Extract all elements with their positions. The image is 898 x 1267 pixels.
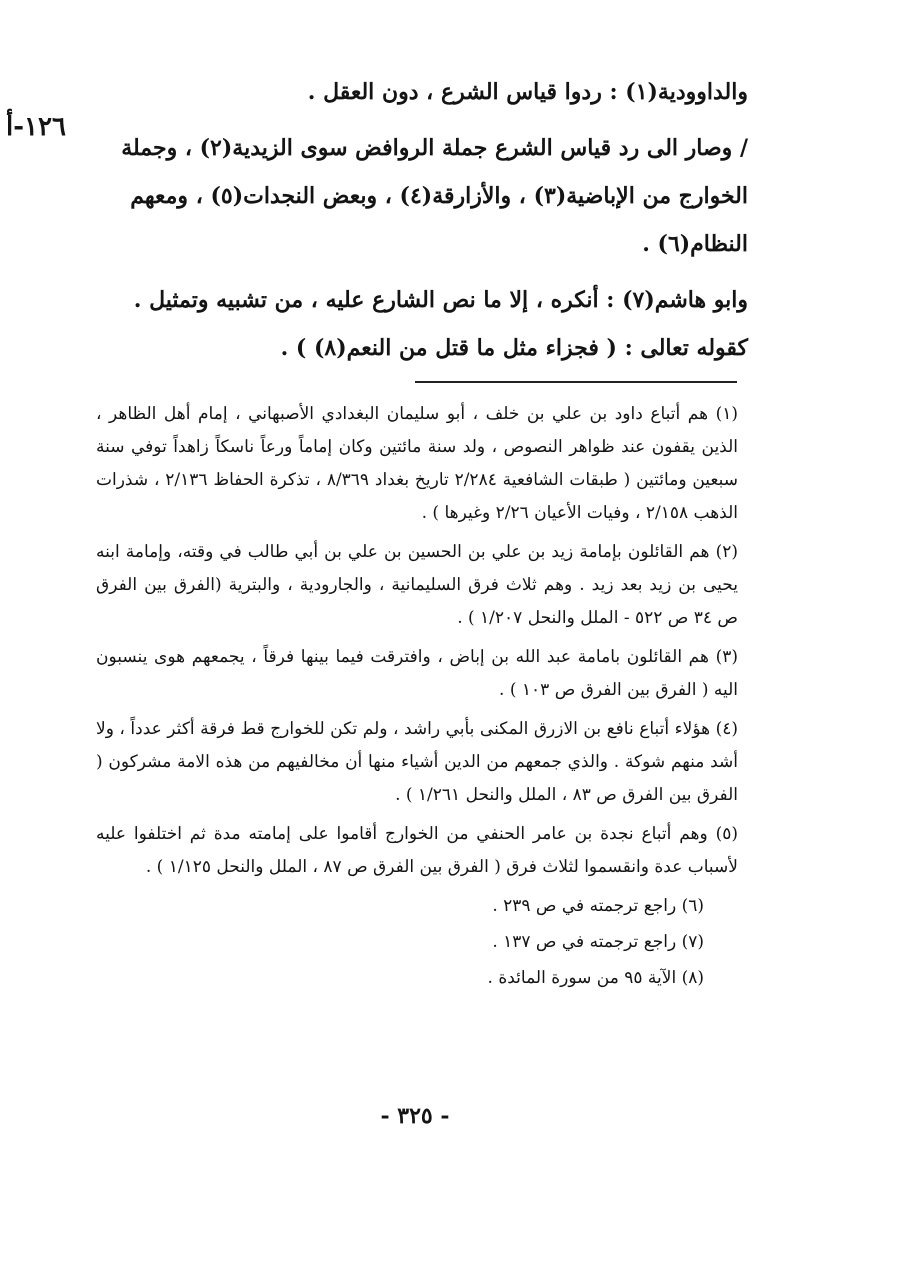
margin-folio-reference: ١٢٦-أ <box>6 112 66 142</box>
footnote-5: (٥) وهم أتباع نجدة بن عامر الحنفي من الخوارج أقاموا على إمامته مدة ثم اختلفوا عليه لأسباب عدة وانقسموا لثلاث فرق ( الفرق بين الفرق ص ٨٧ ، الملل والنحل ١/١٢٥ ) . <box>96 824 738 877</box>
main-paragraph-3-line-2: كقوله تعالى : ( فجزاء مثل ما قتل من النعم(٨) ) . <box>280 335 748 361</box>
footnote-4: (٤) هؤلاء أتباع نافع بن الازرق المكنى بأبي راشد ، ولم تكن للخوارج قط فرقة أكثر عدداً ، ولا أشد منهم شوكة . والذي جمعهم من الدين أشياء منها أن مخالفيهم من هذه الامة مشركون ( الفرق بين الفرق ص ٨٣ ، الملل والنحل ١/٢٦١ ) . <box>96 719 738 805</box>
footnote-separator-rule <box>415 381 737 383</box>
footnote-6: (٦) راجع ترجمته في ص ٢٣٩ . <box>492 896 704 916</box>
footnote-8: (٨) الآية ٩٥ من سورة المائدة . <box>487 968 704 988</box>
footnote-1: (١) هم أتباع داود بن علي بن خلف ، أبو سليمان البغدادي الأصبهاني ، إمام أهل الظاهر ، الذين يقفون عند ظواهر النصوص ، ولد سنة مائتين وكان إماماً ورعاً ناسكاً زاهداً توفي سنة سبعين ومائتين ( طبقات الشافعية ٢/٢٨٤ تاريخ بغداد ٨/٣٦٩ ، تذكرة الحفاظ ٢/١٣٦ ، شذرات الذهب ٢/١٥٨ ، وفيات الأعيان ٢/٢٦ وغيرها ) . <box>96 404 739 523</box>
main-paragraph-2: / وصار الى رد قياس الشرع جملة الروافض سوى الزيدية(٢) ، وجملة الخوارج من الإباضية(٣) ، والأزارقة(٤) ، وبعض النجدات(٥) ، ومعهم النظام(٦) . <box>121 135 748 257</box>
main-line-1: والداوودية(١) : ردوا قياس الشرع ، دون العقل . <box>307 79 748 105</box>
page-number: - ٣٢٥ - <box>380 1103 450 1129</box>
main-paragraph-3-line-1: وابو هاشم(٧) : أنكره ، إلا ما نص الشارع عليه ، من تشبيه وتمثيل . <box>133 287 748 313</box>
footnotes-block <box>96 398 738 998</box>
footnote-3: (٣) هم القائلون بامامة عبد الله بن إباض ، وافترقت فيما بينها فرقاً ، يجمعهم هوى ينسبون اليه ( الفرق بين الفرق ص ١٠٣ ) . <box>96 647 738 700</box>
footnote-7: (٧) راجع ترجمته في ص ١٣٧ . <box>492 932 704 952</box>
footnote-2: (٢) هم القائلون بإمامة زيد بن علي بن الحسين بن علي بن أبي طالب في وقته، وإمامة ابنه يحيى بن زيد بعد زيد . وهم ثلاث فرق السليمانية ، والجارودية ، والبترية (الفرق بين الفرق ص ٣٤ ص ٥٢٢ - الملل والنحل ١/٢٠٧ ) . <box>96 542 738 628</box>
main-text-block <box>98 68 748 372</box>
